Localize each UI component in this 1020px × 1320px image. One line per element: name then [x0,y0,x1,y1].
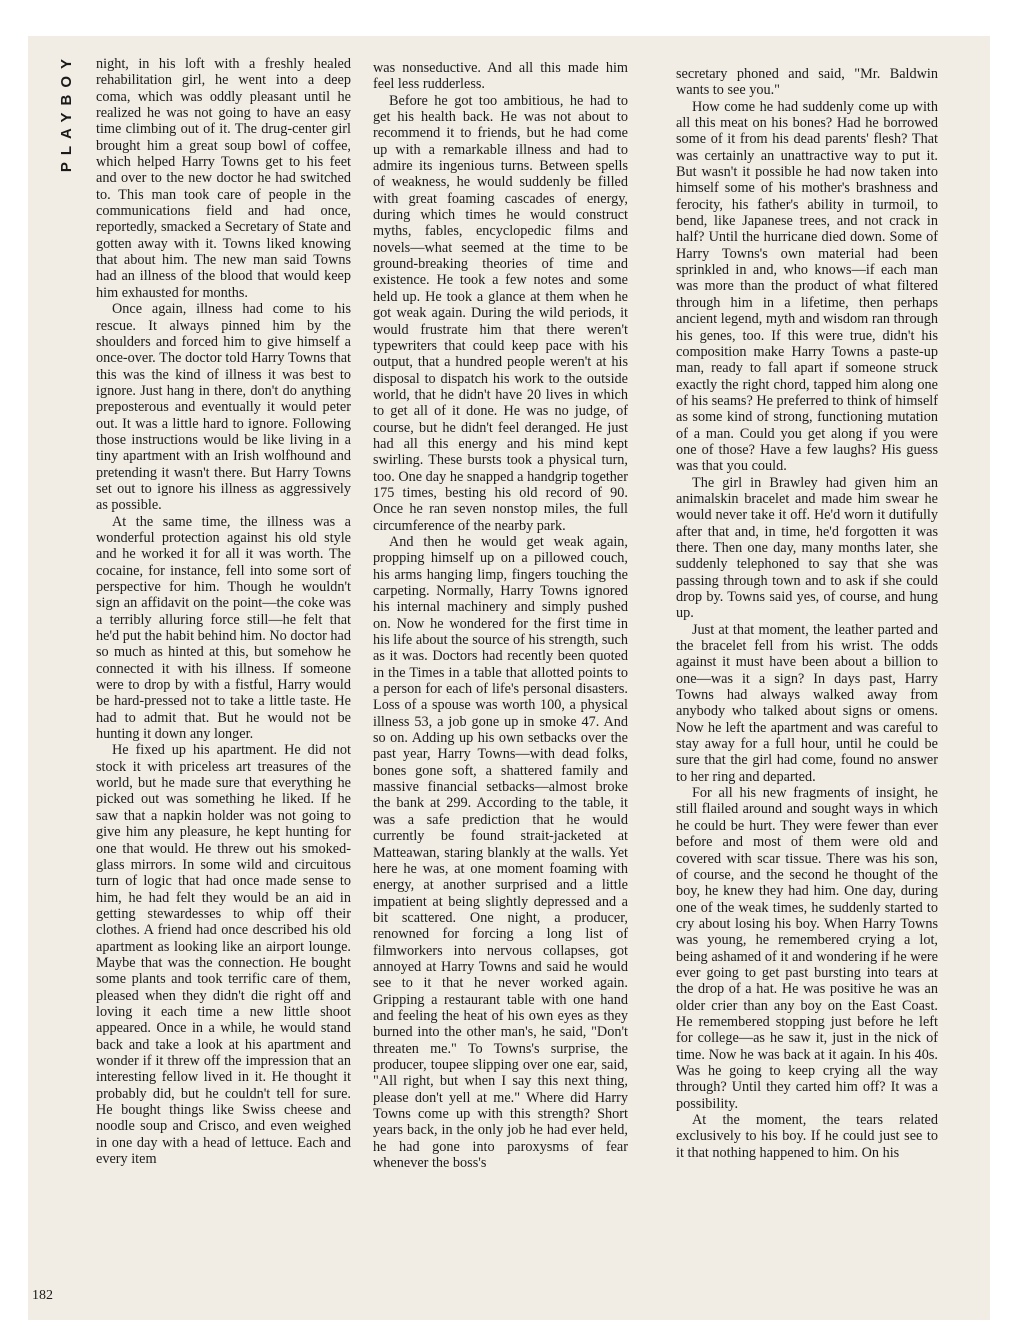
paragraph: For all his new fragments of insight, he still flailed around and sought ways in which he could be hurt. They were fewer than ever before and most of them were old and covered with scar tissue. There was his son, of course, and the second he thought of the boy, he knew they had him. One day, during one of the weak times, he suddenly started to cry about losing his boy. When Harry Towns was young, he remembered crying a lot, being ashamed of it and wondering if he were ever going to get past bursting into tears at the drop of a hat. He was positive he was an older crier than any boy on the East Coast. He remembered stopping just before he left for college—as he saw it, just in the nick of time. Now he was back at it again. In his 40s. Was he going to keep crying all the way through? Until they carted him off? It was a possibility. [676,785,938,1112]
paragraph: secretary phoned and said, "Mr. Baldwin wants to see you." [676,66,938,99]
paragraph: At the moment, the tears related exclusively to his boy. If he could just see to it that nothing happened to him. On his [676,1112,938,1161]
paragraph: Just at that moment, the leather parted and the bracelet fell from his wrist. The odds against it must have been about a billion to one—was it a sign? In days past, Harry Towns had always walked away from anybody who talked about signs or omens. Now he left the apartment and was careful to stay away for a full hour, until he could be sure that the girl had come, found no answer to her ring and departed. [676,621,938,785]
magazine-page [28,36,990,1320]
paragraph: At the same time, the illness was a wonderful protection against his old style and he worked it for all it was worth. The cocaine, for instance, fell into some sort of perspective for him. Though he wouldn't sign an affidavit on the point—the coke was a terribly alluring force still—he felt that he'd put the habit behind him. No doctor had so much as hinted at this, but somehow he connected it with his illness. If someone were to drop by with a fistful, Harry would be hard-pressed not to take a little taste. He had to admit that. But he would not be hunting it down any longer. [96,513,351,743]
paragraph: And then he would get weak again, propping himself up on a pillowed couch, his arms hanging limp, fingers touching the carpeting. Normally, Harry Towns ignored his internal machinery and simply pushed on. Now he wondered for the first time in his life about the source of his strength, such as it was. Doctors had recently been quoted in the Times in a table that allotted points to a person for each of life's personal disasters. Loss of a spouse was worth 100, a physical illness 53, a job gone up in smoke 47. And so on. Adding up his own setbacks over the past year, Harry Towns—with dead folks, bones gone soft, a shattered family and massive financial setbacks—almost broke the bank at 299. According to the table, it was a safe prediction that he would currently be found strait-jacketed at Matteawan, staring blankly at the walls. Yet here he was, at one moment foaming with energy, at another surprised and a little impatient at being slightly depressed and a bit scattered. One night, a producer, renowned for forcing a long list of filmworkers into nervous collapses, got annoyed at Harry Towns and said he would see to it that he never worked again. Gripping a restaurant table with one hand and feeling the heat of his own eyes as they burned into the other man's, he said, "Don't threaten me." To Towns's surprise, the producer, toupee slipping over one ear, said, "All right, but when I say this next thing, please don't yell at me." Where did Harry Towns come up with this strength? Short years back, in the only job he had ever held, he had gone into paroxysms of fear whenever the boss's [373,533,628,1172]
text-column-1 [96,56,351,1167]
paragraph: How come he had suddenly come up with all this meat on his bones? Had he borrowed some of it from his dead parents' flesh? That was certainly an unattractive way to put it. But wasn't it possible he had now taken into himself some of his mother's brashness and ferocity, his father's ability in turmoil, to bend, like Japanese trees, and not crack in half? Until the hurricane died down. Some of Harry Towns's own material had been sprinkled in and, who knows—if each man was more than the product of what filtered through him in a lifetime, then perhaps ancient legend, myth and wisdom ran through his genes, too. If this were true, didn't his composition make Harry Towns a paste-up man, ready to fall apart if someone struck exactly the right chord, tapped him along one of his seams? He preferred to think of himself as some kind of strong, functioning mutation of a man. Could you get along if you were one of those? Have a few laughs? His guess was that you could. [676,98,938,475]
magazine-name: PLAYBOY [58,52,75,173]
paragraph: Before he got too ambitious, he had to get his health back. He was not about to recommend it to friends, but he had come up with a remarkable illness and had to admire its ingenious turns. Between spells of weakness, he would suddenly be filled with great foaming cascades of energy, during which times he would construct myths, fables, encyclopedic films and novels—what seemed at the time to be ground-breaking theories of time and existence. He took a few notes and some held up. He took a glance at them when he got weak again. During the wild periods, it would frustrate him that there weren't typewriters that could keep pace with his output, that a hundred people weren't at his disposal to dispatch his work to the outside world, that he didn't have 20 lives in which to get all of it done. He was no judge, of course, but he didn't feel deranged. He just had all this energy and his mind kept swirling. These bursts took a physical turn, too. One day he snapped a handgrip together 175 times, besting his old record of 90. Once he ran seven nonstop miles, the full circumference of the nearby park. [373,92,628,534]
paragraph: was nonseductive. And all this made him feel less rudderless. [373,60,628,93]
text-column-3 [676,66,938,1161]
page-number: 182 [32,1288,53,1303]
paragraph: He fixed up his apartment. He did not stock it with priceless art treasures of the world, but he made sure that everything he picked out was something he liked. If he saw that a napkin holder was not going to give him any pleasure, he kept hunting for one that would. He threw out his smoked-glass mirrors. In some wild and circuitous turn of logic that had once made sense to him, he had felt they would be an aid in getting stewardesses to whip off their clothes. A friend had once described his old apartment as looking like an airport lounge. Maybe that was the connection. He bought some plants and took terrific care of them, pleased when they didn't die right off and loving it each time a new little shoot appeared. Once in a while, he would stand back and take a look at his apartment and wonder if it threw off the impression that an interesting fellow lived in it. He thought it probably did, but he couldn't tell for sure. He bought things like Swiss cheese and noodle soup and Crisco, and even weighed in one day with a head of lettuce. Each and every item [96,742,351,1168]
paragraph: Once again, illness had come to his rescue. It always pinned him by the shoulders and forced him to give himself a once-over. The doctor told Harry Towns that this was the kind of illness it was best to ignore. Just hang in there, don't do anything preposterous and eventually it would peter out. It was a little hard to ignore. Following those instructions would be like living in a tiny apartment with an Irish wolfhound and pretending it wasn't there. But Harry Towns set out to ignore his illness as aggressively as possible. [96,301,351,514]
paragraph: night, in his loft with a freshly healed rehabilitation girl, he went into a deep coma, which was oddly pleasant until he realized he was not going to have an easy time climbing out of it. The drug-center girl brought him a great soup bowl of coffee, which helped Harry Towns get to his feet and over to the new doctor he had switched to. This man took care of people in the communications field and had once, reportedly, smacked a Secretary of State and gotten away with it. Towns liked knowing that about him. The new man said Towns had an illness of the blood that would keep him exhausted for months. [96,56,351,301]
paragraph: The girl in Brawley had given him an animalskin bracelet and made him swear he would never take it off. He'd worn it dutifully after that and, in time, he'd forgotten it was there. Then one day, many months later, she suddenly telephoned to say that she was passing through town and to ask if she could drop by. Towns said yes, of course, and hung up. [676,474,938,622]
text-column-2 [373,60,628,1171]
